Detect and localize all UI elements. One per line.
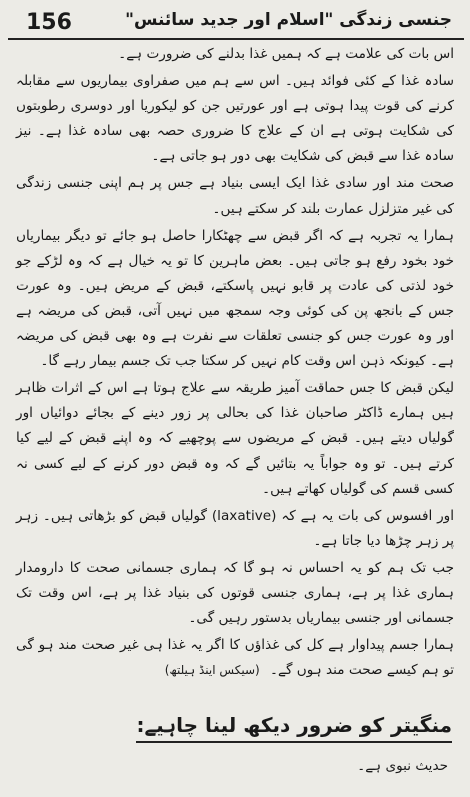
paragraph-text: ہمارا جسم پیداوار ہے کل کی غذاؤں کا اگر یہ غذا ہی غیر صحت مند ہو گی تو ہم کیسے صحت مند ہوں گے۔ [16, 637, 454, 679]
hadith-intro: حدیث نبوی ہے۔ [357, 758, 448, 774]
paragraph: سادہ غذا کے کئی فوائد ہیں۔ اس سے ہم میں صفراوی بیماریوں سے مقابلہ کرنے کی قوت پیدا ہوتی ہے اور عورتیں جن کو لیکوریا اور دوسری رطوبتوں کی شکایت ہوتی ہے ان کے علاج کا ضروری حصہ بھی سادہ غذا ہے۔ نیز سادہ غذا سے قبض کی شکایت بھی دور ہو جاتی ہے۔ [16, 73, 454, 165]
paragraph: جب تک ہم کو یہ احساس نہ ہو گا کہ ہماری جسمانی صحت کا دارومدار ہماری غذا پر ہے، ہماری جنسی قوتوں کی بنیاد غذا پر ہے، اس وقت تک جسمانی اور جنسی بیماریاں بدستور رہیں گی۔ [16, 559, 454, 627]
paragraph-text: گولیاں قبض کو بڑھاتی ہیں۔ زہر پر زہر چڑھا دیا جاتا ہے۔ [16, 507, 454, 549]
paragraph [16, 504, 454, 554]
section-heading: منگیتر کو ضرور دیکھ لینا چاہیے: [136, 713, 452, 743]
book-title: جنسی زندگی "اسلام اور جدید سائنس" [125, 10, 452, 30]
paragraph: ہمارا یہ تجربہ ہے کہ اگر قبض سے چھٹکارا حاصل ہو جائے تو دیگر بیماریاں خود بخود رفع ہو جاتی ہیں۔ بعض ماہرین کا تو یہ خیال ہے کہ وہ لڑکے جو خود لذتی کی عادت پر قابو نہیں پاسکتے، قبض کے مریض ہیں۔ وہ عورت جس کے بانجھ پن کی کوئی وجہ سمجھ میں نہیں آتی، قبض کی مریضہ ہے اور وہ عورت جس کو جنسی تعلقات سے نفرت ہے وہ بھی قبض کی مریضہ ہے۔ کیونکہ ذہن اس وقت کام نہیں کر سکتا جب تک جسم بیمار رہے گا۔ [16, 227, 454, 370]
paragraph: لیکن قبض کا جس حماقت آمیز طریقہ سے علاج ہوتا ہے اس کے اثرات ظاہر ہیں ہمارے ڈاکٹر صاحبان غذا کی بحالی پر زور دینے کے بجائے دوائیاں اور گولیاں دیتے ہیں۔ قبض کے مریضوں سے پوچھیے کہ وہ اپنے قبض کے لیے کیا کرتے ہیں۔ تو وہ جواباً یہ بتائیں گے کہ وہ قبض دور کرنے کے لیے کسی نہ کسی قسم کی گولیاں کھاتے ہیں۔ [16, 380, 454, 497]
source-credit: (سیکس اینڈ ہیلتھ) [164, 663, 260, 678]
body-text [16, 42, 454, 683]
paragraph: اس بات کی علامت ہے کہ ہمیں غذا بدلنے کی ضرورت ہے۔ [118, 46, 454, 62]
laxative-term: (laxative) [211, 507, 277, 524]
paragraph: صحت مند اور سادی غذا ایک ایسی بنیاد ہے جس پر ہم اپنی جنسی زندگی کی غیر متزلزل عمارت بلند کر سکتے ہیں۔ [16, 175, 454, 217]
paragraph-text: اور افسوس کی بات یہ ہے کہ [276, 507, 455, 524]
page-number: 156 [26, 10, 72, 35]
paragraph [16, 633, 454, 683]
page-header [8, 4, 464, 40]
